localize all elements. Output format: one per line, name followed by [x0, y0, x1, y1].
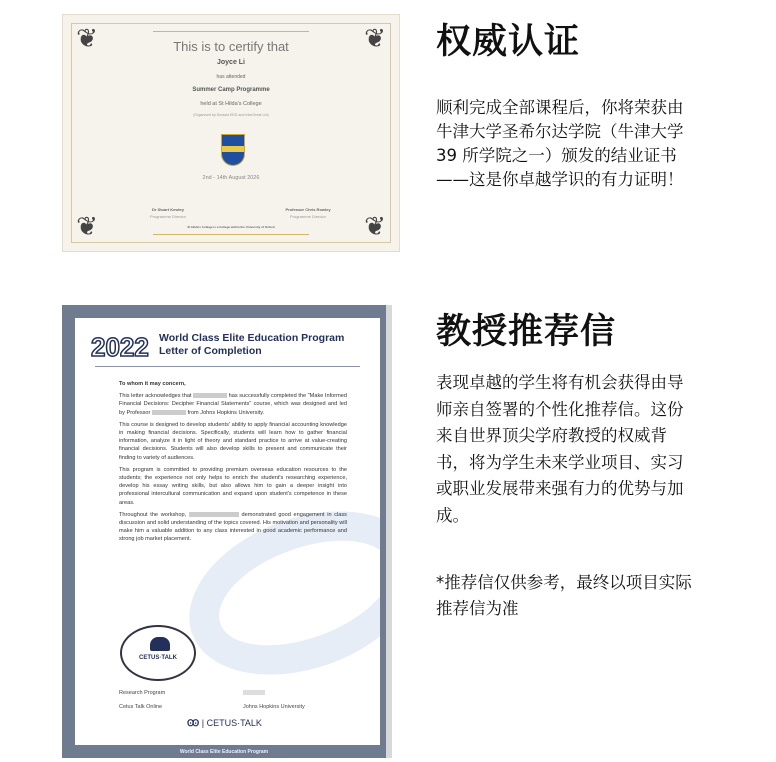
recommendation-letter-image	[62, 305, 392, 758]
signer2-name: Professor Chris Rowley	[285, 207, 331, 212]
section-heading-certification: 权威认证	[436, 22, 581, 62]
text-line: ——这是你卓越学识的有力证明！	[436, 170, 684, 189]
divider	[95, 366, 360, 367]
redacted-signature	[243, 690, 265, 695]
text: This letter acknowledges that	[119, 393, 192, 400]
text-line: *推荐信仅供参考，最终以项目实际	[436, 573, 692, 592]
text-line: 推荐信为准	[436, 599, 519, 618]
cetus-talk-logo: Ꙭ | CETUS·TALK	[187, 718, 262, 728]
sig-right-2: Johns Hopkins University	[243, 704, 305, 710]
stamp-text: CETUS·TALK	[139, 655, 177, 661]
text-line: 表现卓越的学生将有机会获得由导	[436, 373, 684, 392]
recommendation-note	[436, 570, 692, 622]
text: Throughout the workshop,	[119, 511, 187, 518]
section-heading-recommendation: 教授推荐信	[436, 312, 617, 352]
text: from Johns Hopkins University.	[187, 409, 265, 416]
redacted-name	[152, 410, 186, 415]
letter-title	[159, 332, 344, 358]
paragraph-2: This course is designed to develop students' ability to apply financial accounting knowledge in making financial decisions. Specifically, students will learn how to gather financial information, analyze it in light of theory and standard practice to arrive at value-creating financial decisions. Students will also develop skills to present and communicate their finding to variety of audiences.	[119, 421, 347, 461]
signer2-title: Programme Director	[289, 214, 326, 219]
sig-left-2: Cetus Talk Online	[119, 704, 163, 710]
logo-text: CETUS·TALK	[206, 718, 262, 728]
cert-name: Joyce Li	[216, 59, 245, 66]
redacted-name	[189, 512, 239, 517]
college-crest-icon	[221, 134, 245, 166]
salutation: To whom it may concern,	[119, 381, 186, 387]
cert-attended: has attended	[216, 74, 246, 80]
text-line: 来自世界顶尖学府教授的权威背	[436, 426, 667, 445]
sig-left-1: Research Program	[119, 690, 166, 696]
letter-year: 2022	[91, 332, 149, 362]
signer1-name: Dr Stuart Kewley	[151, 207, 184, 212]
cert-organiser: (Organised by Eurasia EED and InterGreat Ltd)	[193, 113, 269, 117]
signer1-title: Programme Director	[149, 214, 186, 219]
text: demonstrated good engagement in class discussion and solid understanding of the topics covered. His motivation and personality will make him a valuable addition to any class interested in good academic performance and strong job market placement.	[119, 511, 347, 543]
letter-title-1: World Class Elite Education Program	[159, 332, 345, 344]
text-line: 牛津大学圣希尔达学院（牛津大学	[436, 122, 684, 141]
cetus-logo-icon	[150, 637, 170, 651]
paragraph-4	[119, 511, 347, 544]
flourish-icon: ❦	[364, 24, 386, 54]
text-line: 顺利完成全部课程后，你将荣获由	[436, 98, 684, 117]
cert-heading: This is to certify that	[173, 39, 289, 54]
certificate-image	[62, 14, 400, 252]
text-line: 39 所学院之一）颁发的结业证书	[436, 146, 677, 165]
text: has successfully completed the "Make Informed Financial Decisions: Decipher Financial Statements" course, which was designed and led by Professor	[119, 393, 347, 416]
certification-description	[436, 96, 684, 192]
cert-dates: 2nd - 14th August 2026	[202, 175, 260, 181]
text-line: 或职业发展带来强有力的优势与加	[436, 479, 684, 498]
flourish-icon: ❦	[76, 212, 98, 242]
letter-body	[119, 380, 347, 548]
letter-title-2: Letter of Completion	[159, 345, 262, 357]
cert-footer: St Hilda's College is a College within the University of Oxford	[187, 225, 275, 229]
text-line: 师亲自签署的个性化推荐信。这份	[436, 399, 684, 419]
text-line: 成。	[436, 505, 469, 525]
cetus-talk-stamp	[120, 625, 196, 681]
text-line: 书，将为学生未来学业项目、实习	[436, 452, 684, 472]
divider	[153, 234, 309, 235]
flourish-icon: ❦	[76, 24, 98, 54]
flourish-icon: ❦	[364, 212, 386, 242]
recommendation-description	[436, 370, 684, 529]
paragraph-1	[119, 392, 347, 417]
redacted-name	[193, 393, 227, 398]
divider	[153, 31, 309, 32]
letter-footer-bar: World Class Elite Education Program	[179, 749, 269, 755]
paragraph-3: This program is committed to providing premium overseas education resources to the students; the experience not only helps to enrich the student's researching experience, develop his essay writing skills, but also allows him to gain a deeper insight into professional intercultural communication and expand upon student's competence in these areas.	[119, 466, 347, 506]
cert-programme: Summer Camp Programme	[192, 87, 270, 93]
letter-page	[75, 318, 380, 745]
cert-venue: held at St Hilda's College	[200, 101, 262, 107]
